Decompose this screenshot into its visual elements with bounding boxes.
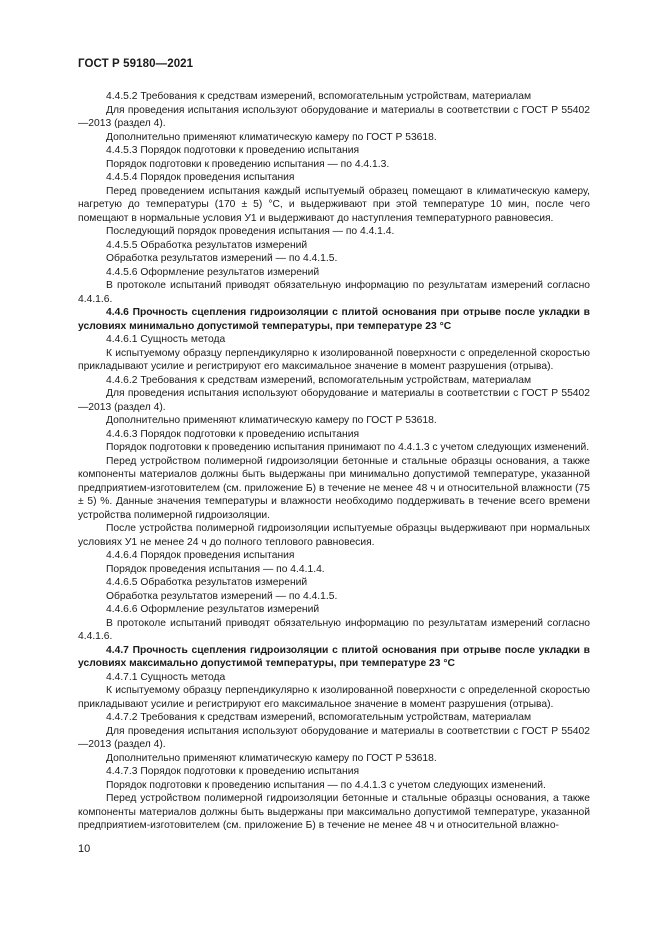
subsection-heading: 4.4.6.4 Порядок проведения испытания	[106, 550, 295, 561]
subsection-heading: 4.4.5.6 Оформление результатов измерений	[106, 266, 320, 278]
subsection-heading: 4.4.6.6 Оформление результатов измерений	[106, 604, 320, 615]
paragraph: Порядок проведения испытания — по 4.4.1.4.	[106, 563, 325, 575]
paragraph: Обработка результатов измерений — по 4.4.1.5.	[106, 590, 338, 602]
subsection-heading: 4.4.6.2 Требования к средствам измерений, вспомогательным устройствам, материалам	[106, 374, 532, 386]
subsection-heading: 4.4.5.2 Требования к средствам измерений, вспомогательным устройствам, материалам	[106, 91, 532, 102]
paragraph: Порядок подготовки к проведению испытания — по 4.4.1.3.	[106, 158, 390, 170]
paragraph: Дополнительно применяют климатическую камеру по ГОСТ Р 53618.	[106, 131, 437, 143]
paragraph: Порядок подготовки к проведению испытания принимают по 4.4.1.3 с учетом следующих изменений.	[106, 442, 590, 453]
paragraph: Для проведения испытания используют оборудование и материалы в соответствии с ГОСТ Р 55402—2013 (раздел 4).	[78, 104, 590, 129]
paragraph: Порядок подготовки к проведению испытания — по 4.4.1.3 с учетом следующих изменений.	[106, 779, 546, 791]
subsection-heading: 4.4.6.1 Сущность метода	[106, 334, 226, 345]
paragraph: Для проведения испытания используют оборудование и материалы в соответствии с ГОСТ Р 55402—2013 (раздел 4).	[78, 388, 590, 413]
paragraph: Обработка результатов измерений — по 4.4.1.5.	[106, 253, 338, 264]
subsection-heading: 4.4.5.4 Порядок проведения испытания	[106, 172, 295, 183]
page-number: 10	[78, 843, 91, 855]
paragraph: Для проведения испытания используют оборудование и материалы в соответствии с ГОСТ Р 55402—2013 (раздел 4).	[78, 725, 590, 750]
paragraph: Перед устройством полимерной гидроизоляции бетонные и стальные образцы основания, а также компоненты материалов должны быть выдержаны при минимально допустимой температуре, указанной предприятием-изготовителем (см. приложение Б) в течение не менее 48 ч и относительной влажности (75 ± 5) %. Данные значения температуры и влажности необходимо поддерживать в течение всего времени устройства полимерной гидроизоляции.	[78, 455, 590, 521]
subsection-heading: 4.4.7.1 Сущность метода	[106, 671, 226, 683]
paragraph: В протоколе испытаний приводят обязательную информацию по результатам измерений согласно 4.4.1.6.	[78, 617, 590, 642]
subsection-heading: 4.4.7.3 Порядок подготовки к проведению испытания	[106, 766, 360, 777]
subsection-heading: 4.4.5.5 Обработка результатов измерений	[106, 239, 308, 251]
paragraph: Перед устройством полимерной гидроизоляции бетонные и стальные образцы основания, а также компоненты материалов должны быть выдержаны при максимально допустимой температуре, указанной предприятием-изготовителем (см. приложение Б) в течение не менее 48 ч и относительной влажно-	[78, 793, 590, 831]
subsection-heading: 4.4.6.5 Обработка результатов измерений	[106, 577, 308, 588]
document-body	[78, 90, 590, 833]
section-heading: 4.4.6 Прочность сцепления гидроизоляции с плитой основания при отрыве после укладки в условиях минимально допустимой температуры, при температуре 23 °С	[78, 307, 590, 332]
document-header: ГОСТ Р 59180—2021	[78, 58, 194, 70]
paragraph: Перед проведением испытания каждый испытуемый образец помещают в климатическую камеру, нагретую до температуры (170 ± 5) °С, и выдерживают при этой температуре 10 мин, после чего помещают в нормальные условия У1 и выдерживают до наступления температурного равновесия.	[78, 185, 590, 224]
paragraph: Последующий порядок проведения испытания — по 4.4.1.4.	[106, 226, 395, 237]
paragraph: Дополнительно применяют климатическую камеру по ГОСТ Р 53618.	[106, 752, 437, 764]
paragraph: В протоколе испытаний приводят обязательную информацию по результатам измерений согласно 4.4.1.6.	[78, 280, 590, 305]
paragraph: К испытуемому образцу перпендикулярно к изолированной поверхности с определенной скоростью прикладывают усилие и регистрируют его максимальное значение в момент разрушения (отрыва).	[78, 347, 590, 372]
subsection-heading: 4.4.6.3 Порядок подготовки к проведению испытания	[106, 428, 360, 440]
paragraph: Дополнительно применяют климатическую камеру по ГОСТ Р 53618.	[106, 415, 437, 426]
subsection-heading: 4.4.5.3 Порядок подготовки к проведению испытания	[106, 145, 360, 156]
paragraph: К испытуемому образцу перпендикулярно к изолированной поверхности с определенной скоростью прикладывают усилие и регистрируют его максимальное значение в момент разрушения (отрыва).	[78, 685, 590, 710]
subsection-heading: 4.4.7.2 Требования к средствам измерений, вспомогательным устройствам, материалам	[106, 712, 532, 723]
paragraph: После устройства полимерной гидроизоляции испытуемые образцы выдерживают при нормальных условиях У1 не менее 24 ч до полного теплового равновесия.	[78, 523, 590, 548]
section-heading: 4.4.7 Прочность сцепления гидроизоляции с плитой основания при отрыве после укладки в условиях максимально допустимой температуры, при температуре 23 °С	[78, 644, 590, 669]
